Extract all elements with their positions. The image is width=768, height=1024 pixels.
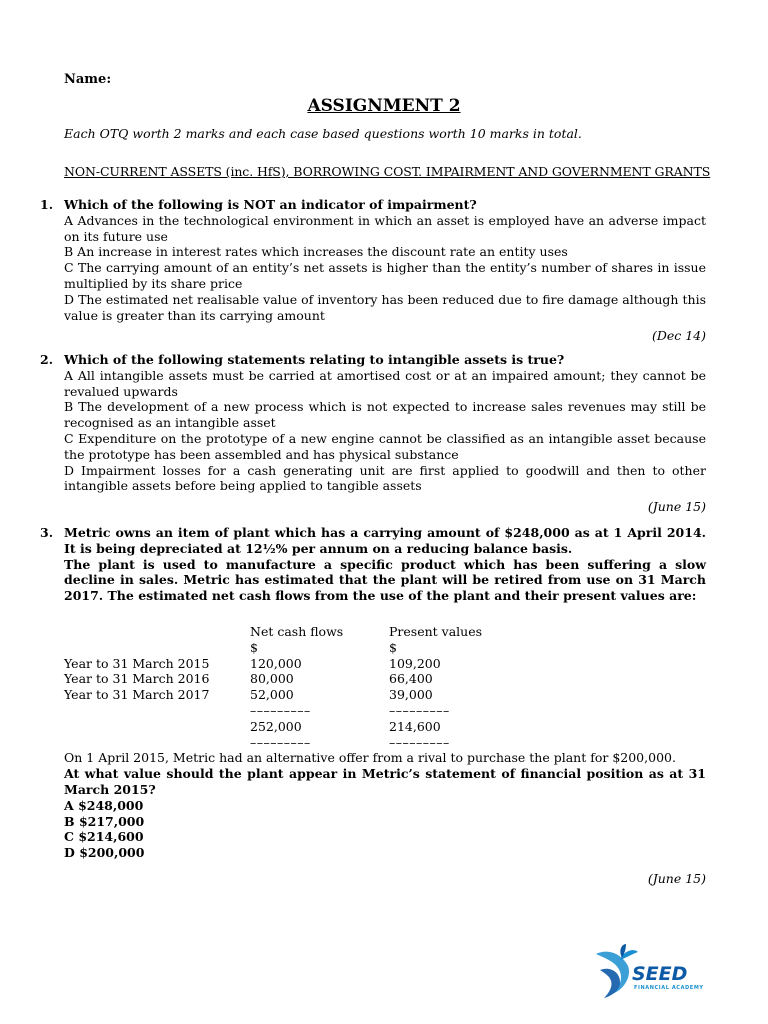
- exam-reference: (June 15): [647, 870, 706, 886]
- question-text: Which of the following statements relating to intangible assets is true?: [64, 352, 565, 367]
- question-intro: Metric owns an item of plant which has a carrying amount of $248,000 as at 1 April 2014. It is being depreciated at 12½% per annum on a reducing balance basis.: [64, 525, 706, 556]
- question-intro-2: The plant is used to manufacture a specific product which has been suffering a slow decline in sales. Metric has estimated that the plant will be retired from use on 31 March 2017. The estimated net cash flows from the use of the plant and their present values are:: [64, 556, 706, 604]
- option-c: C $214,600: [64, 829, 144, 845]
- option-d: D Impairment losses for a cash generating unit are first applied to goodwill and then to other intangible assets before being applied to tangible assets: [64, 462, 706, 494]
- table-row: [64, 687, 529, 703]
- assignment-title-wrap: [0, 96, 768, 116]
- table-units-row: [64, 640, 529, 656]
- table-cell: 52,000: [250, 687, 294, 703]
- assignment-title: ASSIGNMENT 2: [307, 96, 461, 116]
- question-2: [40, 352, 706, 515]
- question-number: 1.: [40, 197, 54, 212]
- offer-text: On 1 April 2015, Metric had an alternative offer from a rival to purchase the plant for $200,000.: [64, 750, 676, 766]
- name-label: Name:: [64, 72, 112, 87]
- question-3: [40, 525, 706, 887]
- table-cell: Year to 31 March 2015: [64, 655, 210, 671]
- table-row: [64, 656, 529, 672]
- table-cell: 109,200: [389, 655, 441, 671]
- option-d: D The estimated net realisable value of inventory has been reduced due to fire damage although this value is greater than its carrying amount: [64, 291, 706, 323]
- option-a: A $248,000: [64, 797, 144, 813]
- question-1: [40, 197, 706, 344]
- table-rule-row: [64, 735, 529, 751]
- exam-reference: (June 15): [647, 499, 706, 515]
- table-rule: –––––––––: [250, 734, 311, 750]
- seed-logo: [594, 944, 708, 1000]
- question-number: 2.: [40, 352, 54, 367]
- table-cell: Year to 31 March 2016: [64, 671, 210, 687]
- option-a: A All intangible assets must be carried at amortised cost or at an impaired amount; they cannot be revalued upwards: [64, 367, 706, 399]
- table-header: [64, 624, 250, 640]
- question-text: At what value should the plant appear in Metric’s statement of financial position as at 31 March 2015?: [64, 766, 706, 797]
- option-a: A Advances in the technological environment in which an asset is employed have an adverse impact on its future use: [64, 212, 706, 244]
- option-b: B An increase in interest rates which increases the discount rate an entity uses: [64, 244, 568, 260]
- cash-flow-table: [64, 624, 529, 750]
- table-cell: 66,400: [389, 671, 433, 687]
- table-rule: –––––––––: [389, 702, 450, 718]
- table-total: 252,000: [250, 718, 302, 734]
- table-rule: –––––––––: [389, 734, 450, 750]
- table-cell: Year to 31 March 2017: [64, 687, 210, 703]
- table-total-row: [64, 719, 529, 735]
- option-c: C The carrying amount of an entity’s net assets is higher than the entity’s number of shares in issue multiplied by its share price: [64, 260, 706, 291]
- instructions: Each OTQ worth 2 marks and each case based questions worth 10 marks in total.: [64, 126, 582, 141]
- section-heading: NON-CURRENT ASSETS (inc. HfS), BORROWING COST. IMPAIRMENT AND GOVERNMENT GRANTS: [64, 164, 711, 179]
- table-rule-row: [64, 703, 529, 719]
- logo-tagline: FINANCIAL ACADEMY: [634, 985, 704, 991]
- option-b: B The development of a new process which is not expected to increase sales revenues may still be recognised as an intangible asset: [64, 399, 706, 431]
- exam-reference: (Dec 14): [651, 328, 706, 344]
- option-c: C Expenditure on the prototype of a new engine cannot be classified as an intangible asset because the prototype has been assembled and has physical substance: [64, 430, 706, 462]
- table-header-row: [64, 624, 529, 640]
- table-cell: 80,000: [250, 671, 294, 687]
- option-d: D $200,000: [64, 845, 145, 861]
- table-unit: $: [250, 639, 258, 655]
- logo-brand: SEED: [632, 963, 688, 985]
- table-cell: 39,000: [389, 687, 433, 703]
- seed-logo-graphic: [594, 944, 708, 1000]
- table-row: [64, 671, 529, 687]
- question-text: Which of the following is NOT an indicator of impairment?: [64, 197, 477, 212]
- table-cell: [64, 719, 250, 735]
- table-rule: –––––––––: [250, 702, 311, 718]
- table-cell: 120,000: [250, 655, 302, 671]
- option-b: B $217,000: [64, 813, 145, 829]
- table-unit: $: [389, 639, 397, 655]
- table-unit: [64, 640, 250, 656]
- table-total: 214,600: [389, 718, 441, 734]
- table-header: Present values: [389, 623, 483, 639]
- question-number: 3.: [40, 525, 54, 540]
- table-header: Net cash flows: [250, 623, 344, 639]
